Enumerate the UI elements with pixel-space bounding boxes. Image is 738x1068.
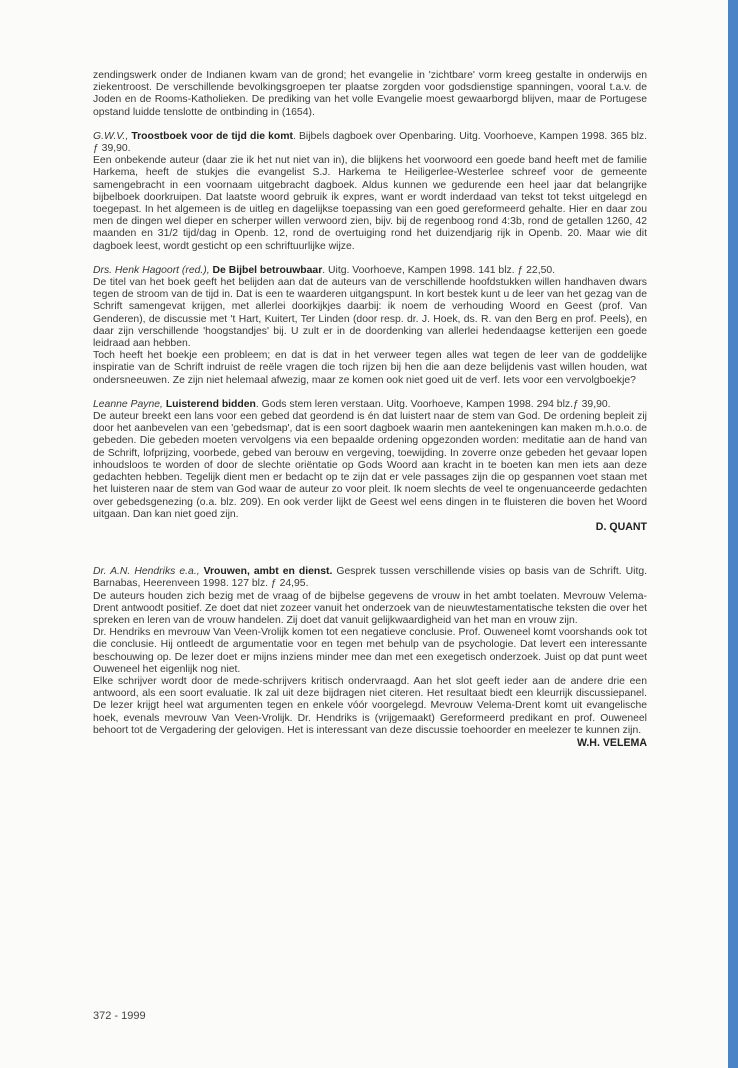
review-author: Drs. Henk Hagoort (red.),	[93, 264, 210, 276]
review-details: . Uitg. Voorhoeve, Kampen 1998. 141 blz. ƒ 22,50.	[322, 264, 556, 276]
review-paragraph: Elke schrijver wordt door de mede-schrijvers kritisch ondervraagd. Aan het slot geeft ieder aan de andere drie een antwoord, als een soort evaluatie. Ik zal uit deze bijdragen niet citeren. Het resultaat biedt een kleurrijk discussiepanel. De lezer krijgt heel wat argumenten tegen en enkele vóór voorgelegd. Mevrouw Velema-Drent komt uit evangelische hoek, evenals mevrouw Van Veen-Vrolijk. Dr. Hendriks is (vrijgemaakt) Gereformeerd predikant en prof. Ouweneel behoort tot de Vergadering der gelovigen. Het is interessant van deze discussie toehoorder en meelezer te kunnen zijn.	[93, 675, 647, 736]
reviewer-signature: W.H. VELEMA	[576, 736, 647, 749]
review-title: De Bijbel betrouwbaar	[212, 264, 323, 276]
review-4	[93, 566, 647, 737]
review-paragraph: De auteurs houden zich bezig met de vraag of de bijbelse gegevens de vrouw in het ambt toelaten. Mevrouw Velema-Drent antwoodt positief. Ze doet dat niet zozeer vanuit het onderzoek van de nieuwtestamentatische teksten die over het spreken en leren van de vrouw handelen. Zij doet dat vanuit gelijkwaardigheid van het man en vrouw zijn.	[93, 590, 647, 626]
review-3	[93, 399, 647, 521]
section-gap	[93, 533, 647, 566]
review-heading	[93, 399, 647, 411]
review-paragraph: Dr. Hendriks en mevrouw Van Veen-Vrolijk komen tot een negatieve conclusie. Prof. Ouweneel komt voorshands ook tot die conclusie. Hij ontleedt de argumentatie voor en tegen met behulp van de psychologie. Dat levert een interessante beschouwing op. De lezer doet er mijns inziens minder mee dan met een exegetisch onderzoek. Juist op dat punt weet Ouweneel het eigenlijk nog niet.	[93, 627, 647, 675]
review-paragraph: Toch heeft het boekje een probleem; en dat is dat in het verweer tegen alles wat tegen de leer van de goddelijke inspiratie van de Schrift indruist de reële vragen die toch rijzen bij hen die aan deze belijdenis vast willen houden, wat ondersneeuwen. Ze zijn niet helemaal afwezig, maar ze komen ook niet goed uit de verf. Iets voor een vervolgboekje?	[93, 350, 647, 386]
article-body	[93, 70, 647, 749]
review-1	[93, 131, 647, 253]
review-details: . Gods stem leren verstaan. Uitg. Voorhoeve, Kampen 1998. 294 blz.ƒ 39,90.	[255, 398, 611, 410]
review-paragraph: Een onbekende auteur (daar zie ik het nut niet van in), die blijkens het voorwoord een goede band heeft met de familie Harkema, heeft de stukjes die evangelist S.J. Harkema te Heiligerlee-Westerlee schreef voor de gemeente samengebracht in een voornaam uitgebracht dagboek. Aldus kunnen we gedurende een heel jaar dat belangrijke bijbelboek doorkruipen. Dat laatste woord gebruik ik expres, want er wordt inderdaad van tekst tot tekst uitgelegd en toegepast. In het algemeen is de uitleg en dagelijkse toepassing van een goed gereformeerd gehalte. Hier en daar zou men de dingen wel dieper en scherper willen verwoord zien, bijv. bij de regenboog rond 4:3b, rond de getallen 1260, 42 maanden en 31/2 tijd/dag in Openb. 12, rond de overtuiging rond het duizendjarig rijk in Openb. 20. Maar wie dit dagboek leest, wordt gesticht op een schriftuurlijke wijze.	[93, 155, 647, 252]
review-title: Troostboek voor de tijd die komt	[131, 130, 293, 142]
review-heading	[93, 265, 647, 277]
review-details: Gesprek tussen verschillende visies op basis van de Schrift. Uitg. Barnabas, Heerenveen 1998. 127 blz. ƒ 24,95.	[93, 566, 647, 590]
review-author: Leanne Payne,	[93, 398, 163, 410]
review-author: G.W.V.,	[93, 130, 129, 142]
reviewer-signature: D. QUANT	[595, 520, 647, 533]
review-title: Vrouwen, ambt en dienst.	[203, 566, 333, 578]
review-paragraph: De auteur breekt een lans voor een gebed dat geordend is én dat luistert naar de stem van God. De ordening bepleit zij door het aanbevelen van een 'gebedsmap', dat is een soort dagboek waarin men aantekeningen kan maken m.h.o.o. de gebeden. Die gebeden moeten vervolgens via een bepaalde ordening opgezonden worden: meditatie aan de hand van de Schrift, lofprijzing, voorbede, gebed van berouw en vergeving, toewijding. In zoverre onze gebeden het gevaar lopen inhoudsloos te worden of door de slechte oriëntatie op Gods Woord aan kracht in te boeten kan men iets aan deze gedachten hebben. Tegelijk dient men er bedacht op te zijn dat er vele passages zijn die op gespannen voet staan met het luisteren naar de stem van God waar de auteur zo voor pleit. Ik noem slechts de veel te ongenuanceerde gedachten over gebedsgenezing (o.a. blz. 209). En ook verder lijkt de Geest wel eens dingen in te fluisteren die boven het Woord uitgaan. Dan kan niet goed zijn.	[93, 411, 647, 520]
review-paragraph: De titel van het boek geeft het belijden aan dat de auteurs van de verschillende hoofdstukken willen handhaven dwars tegen de stroom van de tijd in. Dat is een te waarderen uitgangspunt. In kort bestek kunt u de leer van het gezag van de Schrift samengevat krijgen, met allerlei doorkijkjes daarbij: ik noem de verhouding Woord en Geest (prof. Van Genderen), de discussie met 't Hart, Kuitert, Ter Linden (door resp. dr. J. Hoek, ds. R. van den Berg en prof. Peels), en daar zijn verschillende 'hoogstandjes' bij. U zult er in de doordenking van allerlei hedendaagse ketterijen een goede leidraad aan hebben.	[93, 277, 647, 350]
review-2	[93, 265, 647, 387]
review-heading	[93, 566, 647, 590]
review-heading	[93, 131, 647, 155]
review-details: . Bijbels dagboek over Openbaring. Uitg. Voorhoeve, Kampen 1998. 365 blz. ƒ 39,90.	[93, 130, 648, 155]
intro-paragraph: zendingswerk onder de Indianen kwam van de grond; het evangelie in 'zichtbare' vorm kreeg gestalte in onderwijs en ziekentroost. De verschillende bevolkingsgroepen ter plaatse zorgden voor godsdienstige spanningen, vooral t.a.v. de Joden en de Rooms-Katholieken. De prediking van het volle Evangelie moest gewaarborgd blijven, maar de Portugese opstand luidde tenslotte de ontbinding in (1654).	[93, 70, 647, 118]
page-edge-bar	[728, 0, 738, 1068]
review-author: Dr. A.N. Hendriks e.a.,	[93, 566, 200, 578]
page-number: 372 - 1999	[93, 1010, 146, 1022]
review-title: Luisterend bidden	[165, 398, 256, 410]
